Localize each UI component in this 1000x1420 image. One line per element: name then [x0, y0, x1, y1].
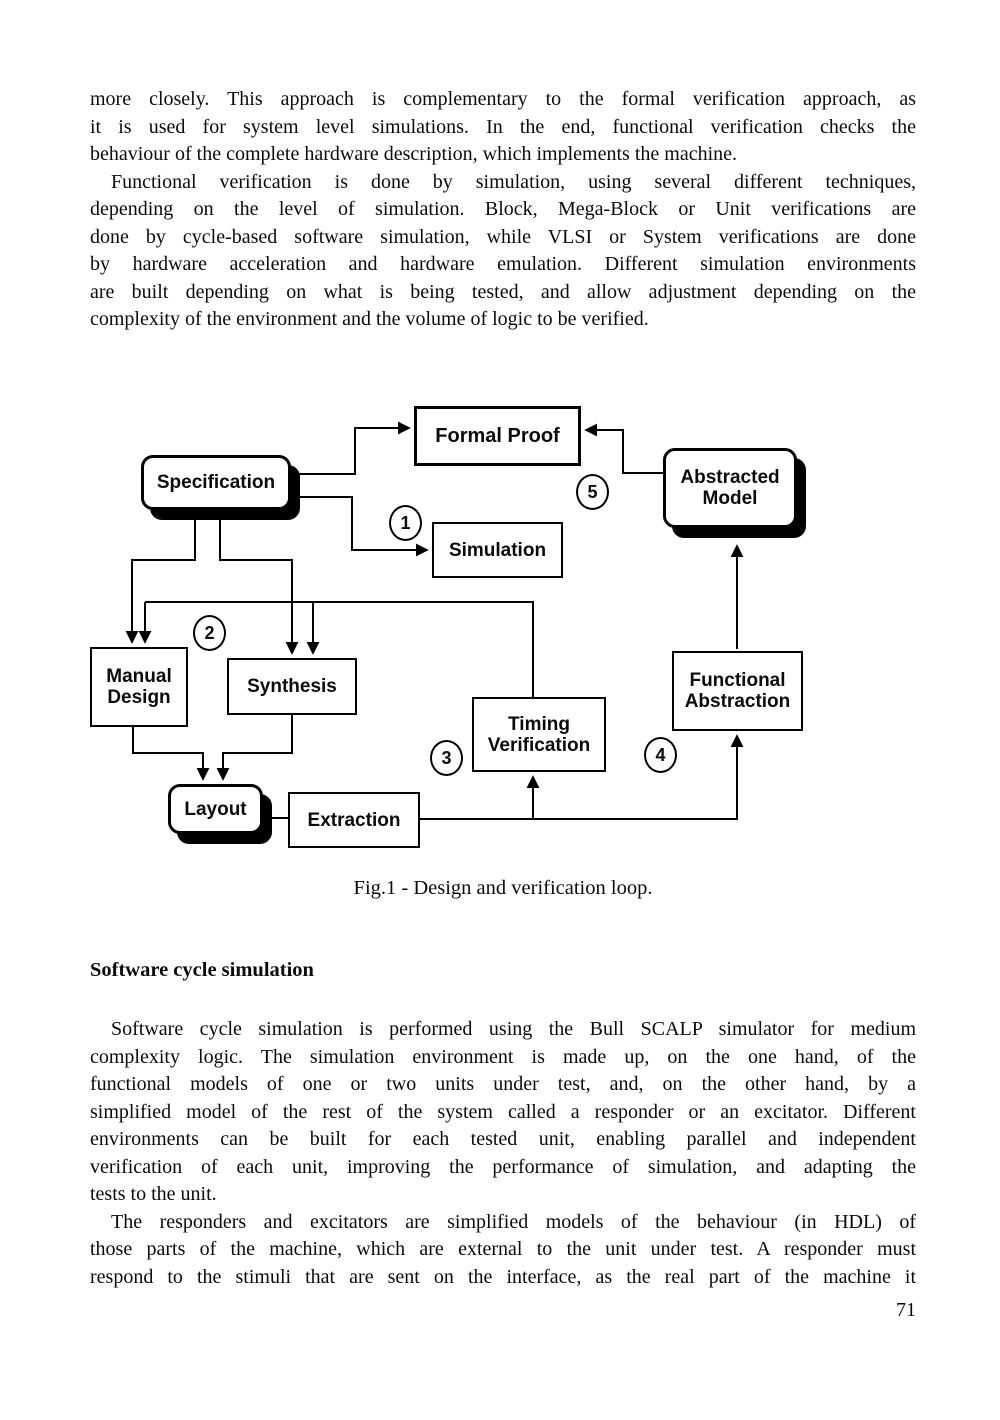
- node-label: Timing: [508, 713, 570, 735]
- body-line: it is used for system level simulations. In the end, functional verification checks the: [90, 115, 916, 138]
- node-abstracted-model: [663, 448, 797, 528]
- page-number: 71: [896, 1299, 916, 1321]
- node-label: Extraction: [307, 809, 401, 831]
- node-label: Abstraction: [684, 691, 791, 712]
- section-heading: Software cycle simulation: [90, 959, 314, 981]
- node-functional-abstraction: [672, 651, 803, 731]
- step-badge-3: [430, 740, 463, 776]
- body-line: complexity logic. The simulation environment is made up, on the one hand, of the: [90, 1045, 916, 1068]
- body-line: verification of each unit, improving the performance of simulation, and adapting the: [90, 1155, 916, 1178]
- body-text-top: [90, 86, 916, 334]
- step-number: 3: [441, 747, 452, 768]
- node-label: Layout: [184, 798, 247, 820]
- node-label: Functional: [689, 670, 786, 691]
- step-badge-2: [193, 615, 226, 651]
- node-label: Specification: [156, 472, 276, 493]
- node-label: Verification: [487, 734, 591, 756]
- step-badge-5: [576, 474, 609, 510]
- figure-design-verification-loop: [0, 390, 1000, 848]
- node-label: Model: [702, 488, 758, 509]
- body-line: depending on the level of simulation. Block, Mega-Block or Unit verifications are: [90, 198, 916, 220]
- body-line: behaviour of the complete hardware description, which implements the machine.: [90, 143, 738, 165]
- body-line: The responders and excitators are simplified models of the behaviour (in HDL) of: [111, 1210, 916, 1233]
- node-timing-verification: [472, 697, 606, 772]
- body-line: Functional verification is done by simulation, using several different techniques,: [111, 170, 916, 193]
- node-simulation: [432, 522, 563, 578]
- node-synthesis: [227, 658, 357, 715]
- node-manual-design: [90, 647, 188, 727]
- body-line: functional models of one or two units under test, and, on the other hand, by a: [90, 1073, 916, 1095]
- step-badge-1: [389, 505, 422, 541]
- step-number: 4: [655, 744, 666, 765]
- step-badge-4: [644, 737, 677, 773]
- body-line: complexity of the environment and the volume of logic to be verified.: [90, 308, 649, 330]
- body-line: tests to the unit.: [90, 1183, 217, 1205]
- body-line: done by cycle-based software simulation, while VLSI or System verifications are done: [90, 225, 916, 248]
- body-line: Software cycle simulation is performed using the Bull SCALP simulator for medium: [111, 1018, 916, 1040]
- body-line: respond to the stimuli that are sent on the interface, as the real part of the machine it: [90, 1265, 916, 1288]
- figure-caption: Fig.1 - Design and verification loop.: [353, 877, 653, 899]
- body-line: those parts of the machine, which are external to the unit under test. A responder must: [90, 1238, 916, 1260]
- node-extraction: [288, 792, 420, 848]
- node-formal-proof: [414, 406, 581, 466]
- body-line: simplified model of the rest of the system called a responder or an excitator. Different: [90, 1100, 916, 1123]
- body-line: more closely. This approach is complementary to the formal verification approach, as: [90, 88, 916, 110]
- node-label: Abstracted: [680, 467, 780, 488]
- step-number: 1: [400, 512, 411, 533]
- node-specification: [141, 455, 291, 510]
- body-line: are built depending on what is being tested, and allow adjustment depending on the: [90, 280, 916, 303]
- step-number: 2: [204, 622, 215, 643]
- body-line: by hardware acceleration and hardware emulation. Different simulation environments: [90, 253, 916, 275]
- node-label: Simulation: [448, 539, 547, 561]
- body-line: environments can be built for each tested unit, enabling parallel and independent: [90, 1128, 916, 1150]
- node-label: Design: [107, 687, 171, 708]
- node-label: Formal Proof: [435, 424, 560, 447]
- step-number: 5: [587, 481, 598, 502]
- node-label: Synthesis: [247, 676, 337, 697]
- node-label: Manual: [106, 666, 172, 687]
- body-text-bottom: [90, 1016, 916, 1291]
- node-layout: [168, 784, 263, 834]
